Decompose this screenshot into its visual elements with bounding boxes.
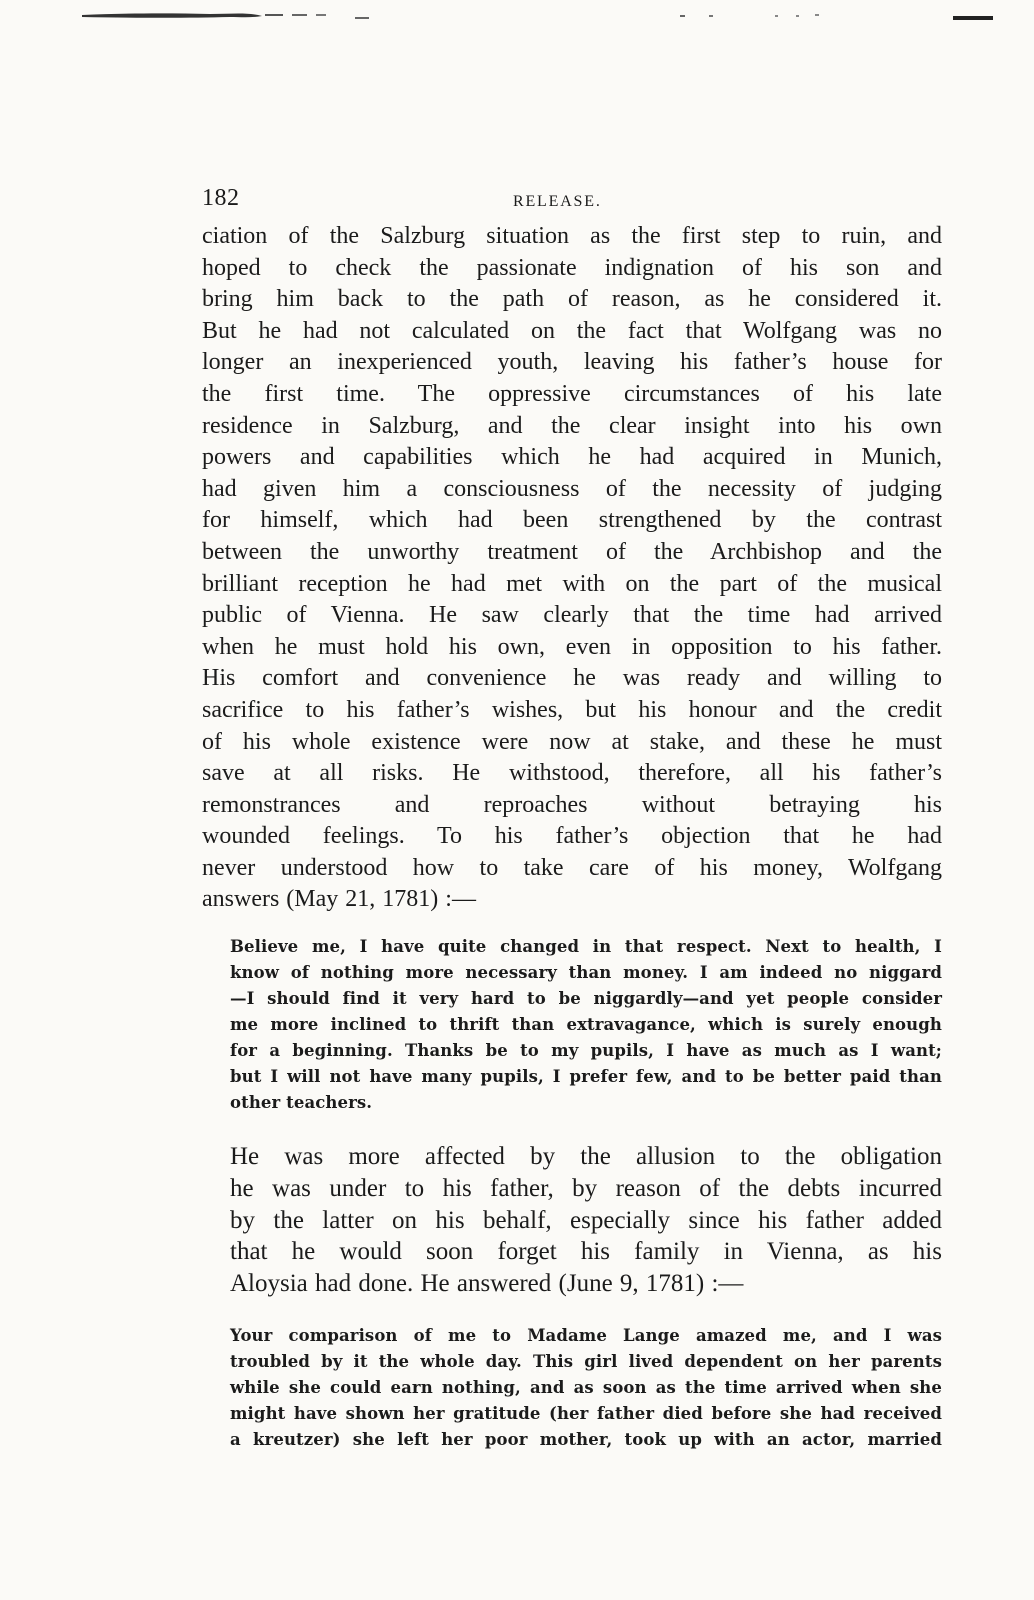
page-number: 182 [202,185,240,211]
text-line: brilliant reception he had met with on the part of the musical [202,570,942,597]
text-line: hoped to check the passionate indignation of his son and [202,254,942,281]
body-paragraph-1 [202,221,942,916]
text-line: when he must hold his own, even in opposition to his father. [202,633,942,660]
text-line: know of nothing more necessary than money. I am indeed no niggard [230,963,942,983]
text-line: a kreutzer) she left her poor mother, took up with an actor, married [230,1430,942,1450]
text-line: between the unworthy treatment of the Archbishop and the [202,538,942,565]
text-line: ciation of the Salzburg situation as the first step to ruin, and [202,223,942,249]
text-line: Your comparison of me to Madame Lange amazed me, and I was [230,1326,942,1346]
text-line: longer an inexperienced youth, leaving his father’s house for [202,349,942,376]
text-line: had given him a consciousness of the necessity of judging [202,475,942,502]
text-line: for himself, which had been strengthened by the contrast [202,507,942,534]
text-line: His comfort and convenience he was ready and willing to [202,665,942,692]
text-line: —I should find it very hard to be niggardly—and yet people consider [230,989,942,1009]
text-line: he was under to his father, by reason of the debts incurred [230,1174,942,1202]
text-line: residence in Salzburg, and the clear insight into his own [202,412,942,439]
text-line: me more inclined to thrift than extravagance, which is surely enough [230,1015,942,1035]
text-line: troubled by it the whole day. This girl lived dependent on her parents [230,1352,942,1372]
text-line: by the latter on his behalf, especially since his father added [230,1206,942,1234]
text-line: might have shown her gratitude (her father died before she had received [230,1404,942,1424]
text-line: public of Vienna. He saw clearly that the time had arrived [202,602,942,629]
text-line: sacrifice to his father’s wishes, but his honour and the credit [202,696,942,723]
book-page [202,185,942,1453]
text-line: remonstrances and reproaches without betraying his [202,791,942,818]
text-line: Believe me, I have quite changed in that respect. Next to health, I [230,937,942,957]
text-line: that he would soon forget his family in Vienna, as his [230,1238,942,1266]
text-line: never understood how to take care of his money, Wolfgang [202,854,942,881]
text-line: answers (May 21, 1781) :— [202,886,476,913]
text-line: save at all risks. He withstood, therefore, all his father’s [202,760,942,787]
text-line: but I will not have many pupils, I prefer few, and to be better paid than [230,1067,942,1087]
body-paragraph-2 [202,1141,942,1300]
text-line: other teachers. [230,1093,373,1113]
scan-edge-marks [0,0,1034,30]
running-head [202,185,942,221]
text-line: the first time. The oppressive circumstances of his late [202,380,942,407]
letter-quote-2 [202,1323,942,1453]
text-line: He was more affected by the allusion to the obligation [230,1143,942,1171]
text-line: while she could earn nothing, and as soon as the time arrived when she [230,1378,942,1398]
text-line: wounded feelings. To his father’s objection that he had [202,823,942,850]
text-line: bring him back to the path of reason, as he considered it. [202,286,942,313]
text-line: Aloysia had done. He answered (June 9, 1781) :— [230,1270,744,1298]
running-title: RELEASE. [513,193,602,210]
text-line: for a beginning. Thanks be to my pupils, I have as much as I want; [230,1041,942,1061]
text-line: powers and capabilities which he had acquired in Munich, [202,444,942,471]
letter-quote-1 [202,934,942,1116]
text-line: But he had not calculated on the fact that Wolfgang was no [202,317,942,344]
text-line: of his whole existence were now at stake, and these he must [202,728,942,755]
